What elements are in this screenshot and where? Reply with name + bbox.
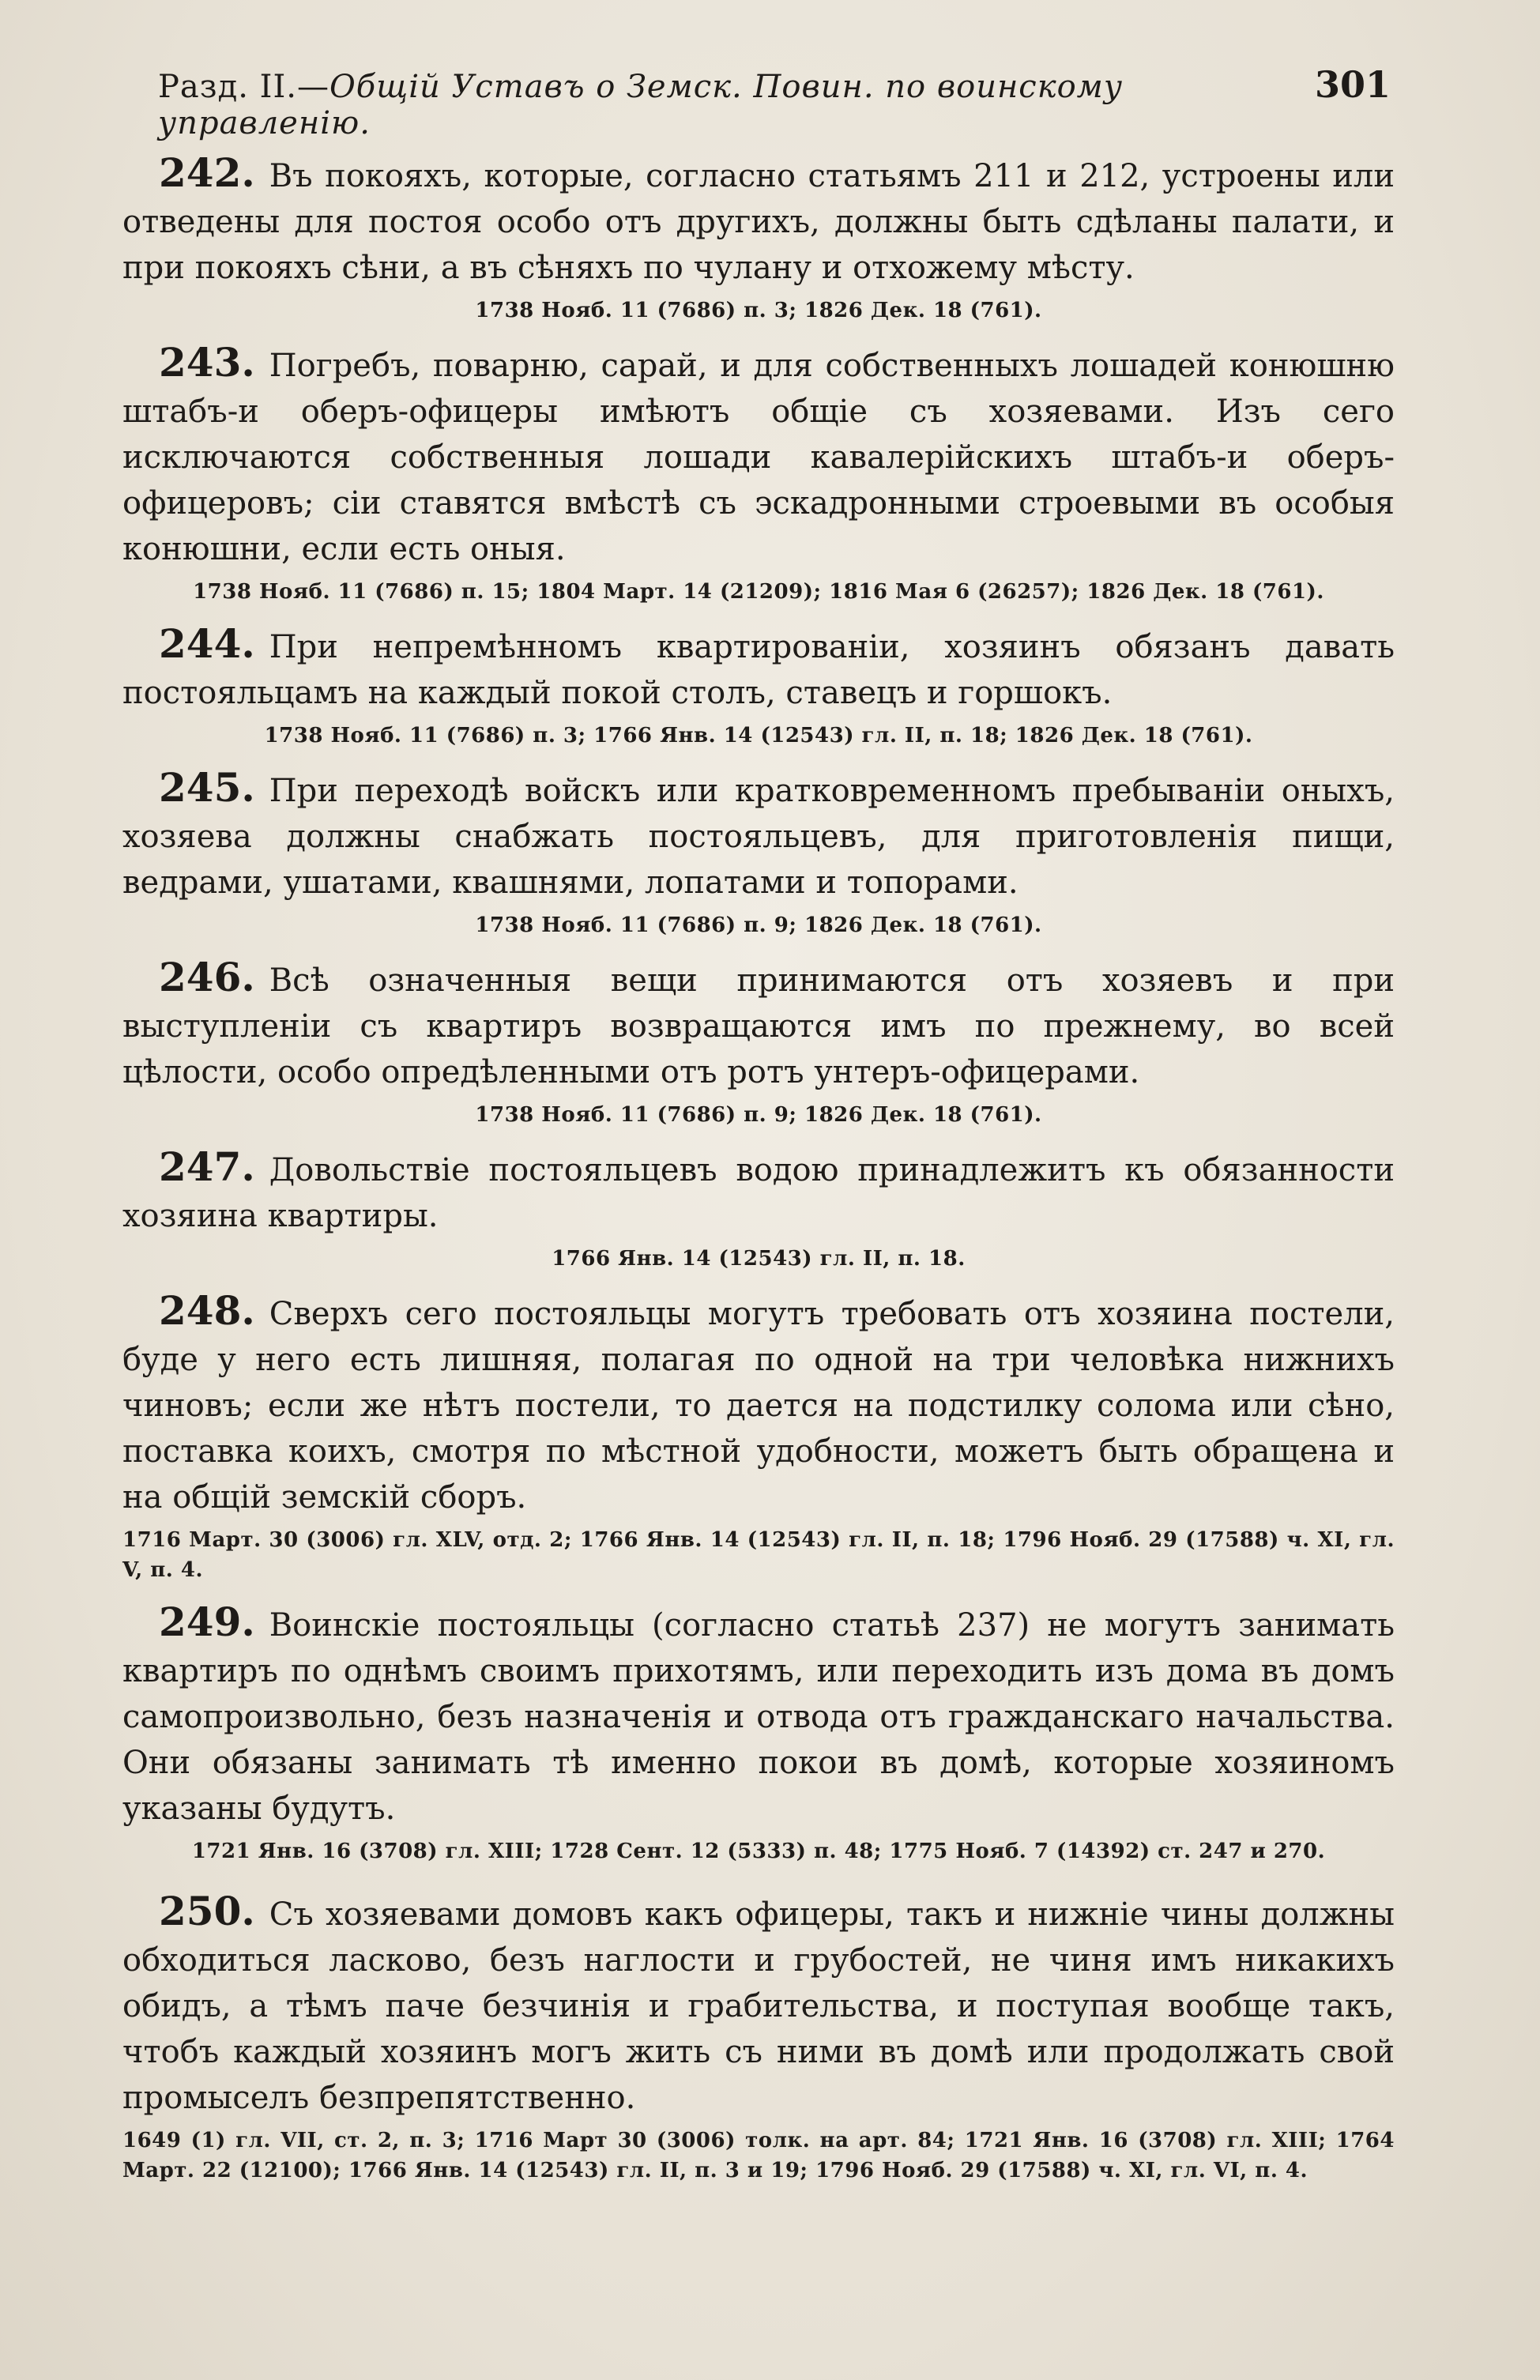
article-citation: 1738 Нояб. 11 (7686) п. 9; 1826 Дек. 18 (761).	[475, 913, 1042, 937]
article-text	[122, 955, 1395, 1095]
running-header	[158, 63, 1391, 141]
article-number: 245.	[159, 764, 255, 811]
article-citation: 1738 Нояб. 11 (7686) п. 15; 1804 Март. 14 (21209); 1816 Мая 6 (26257); 1826 Дек. 18 (761).	[193, 580, 1324, 604]
running-title	[158, 69, 1315, 141]
article-citation: 1649 (1) гл. VII, ст. 2, п. 3; 1716 Март 30 (3006) толк. на арт. 84; 1721 Янв. 16 (3708) гл. XIII; 1764 Март. 22 (12100); 1766 Янв. 14 (12543) гл. II, п. 3 и 19; 1796 Нояб. 29 (17588) ч. XI, гл. VI, п. 4.	[122, 2129, 1395, 2182]
article-body: При переходѣ войскъ или кратковременномъ пребываніи оныхъ, хозяева должны снабжать постояльцевъ, для приготовленія пищи, ведрами, ушатами, квашнями, лопатами и топорами.	[122, 773, 1395, 901]
article-body: Довольствіе постояльцевъ водою принадлежитъ къ обязанности хозяина квартиры.	[122, 1152, 1395, 1234]
article-body: При непремѣнномъ квартированіи, хозяинъ обязанъ давать постояльцамъ на каждый покой столъ, ставецъ и горшокъ.	[122, 629, 1395, 711]
article-246	[122, 955, 1395, 1130]
article-body: Съ хозяевами домовъ какъ офицеры, такъ и нижніе чины должны обходиться ласково, безъ наглости и грубостей, не чиня имъ никакихъ обидъ, а тѣмъ паче безчинія и грабительства, и поступая вообще такъ, чтобъ каждый хозяинъ могъ жить съ ними въ домѣ или продолжать свой промыселъ безпрепятственно.	[122, 1896, 1395, 2116]
article-text	[122, 1288, 1395, 1520]
article-number: 242.	[159, 149, 255, 196]
article-249	[122, 1599, 1395, 1866]
article-number: 248.	[159, 1287, 255, 1334]
article-citation: 1738 Нояб. 11 (7686) п. 3; 1766 Янв. 14 (12543) гл. II, п. 18; 1826 Дек. 18 (761).	[264, 724, 1253, 748]
page-number: 301	[1314, 63, 1391, 106]
article-text	[122, 621, 1395, 716]
article-text	[122, 1144, 1395, 1239]
article-citation: 1738 Нояб. 11 (7686) п. 9; 1826 Дек. 18 (761).	[475, 1103, 1042, 1127]
article-250	[122, 1889, 1395, 2186]
article-number: 246.	[159, 954, 255, 1000]
article-247	[122, 1144, 1395, 1274]
article-body: Всѣ означенныя вещи принимаются отъ хозяевъ и при выступленіи съ квартиръ возвращаются имъ по прежнему, во всей цѣлости, особо опредѣленными отъ ротъ унтеръ-офицерами.	[122, 962, 1395, 1090]
article-text	[122, 150, 1395, 291]
article-number: 247.	[159, 1143, 255, 1190]
article-citation: 1738 Нояб. 11 (7686) п. 3; 1826 Дек. 18 (761).	[475, 299, 1042, 322]
article-245	[122, 765, 1395, 940]
article-number: 244.	[159, 620, 255, 667]
article-citation: 1766 Янв. 14 (12543) гл. II, п. 18.	[552, 1247, 966, 1271]
article-citation: 1716 Март. 30 (3006) гл. XLV, отд. 2; 1766 Янв. 14 (12543) гл. II, п. 18; 1796 Нояб. 29 (17588) ч. XI, гл. V, п. 4.	[122, 1528, 1395, 1582]
article-citation: 1721 Янв. 16 (3708) гл. XIII; 1728 Сент. 12 (5333) п. 48; 1775 Нояб. 7 (14392) ст. 247 и 270.	[191, 1840, 1326, 1863]
article-number: 243.	[159, 339, 255, 386]
article-248	[122, 1288, 1395, 1585]
article-text	[122, 765, 1395, 906]
article-number: 250.	[159, 1888, 255, 1934]
article-244	[122, 621, 1395, 751]
article-body: Сверхъ сего постояльцы могутъ требовать отъ хозяина постели, буде у него есть лишняя, полагая по одной на три человѣка нижнихъ чиновъ; если же нѣтъ постели, то дается на подстилку солома или сѣно, поставка коихъ, смотря по мѣстной удобности, можетъ быть обращена и на общій земскій сборъ.	[122, 1296, 1395, 1516]
spacer	[122, 1881, 1395, 1889]
article-243	[122, 340, 1395, 607]
section-label: Разд. II.—	[158, 69, 329, 105]
article-text	[122, 340, 1395, 572]
article-body: Въ покояхъ, которые, согласно статьямъ 211 и 212, устроены или отведены для постоя особо отъ другихъ, должны быть сдѣланы палати, и при покояхъ сѣни, а въ сѣняхъ по чулану и отхожему мѣсту.	[122, 158, 1395, 286]
article-list	[122, 150, 1395, 2200]
article-242	[122, 150, 1395, 326]
article-text	[122, 1599, 1395, 1832]
article-number: 249.	[159, 1599, 255, 1645]
title-italic: Общій Уставъ о Земск. Повин. по воинскому управленію.	[158, 69, 1124, 141]
article-body: Воинскіе постояльцы (согласно статьѣ 237) не могутъ занимать квартиръ по однѣмъ своимъ прихотямъ, или переходить изъ дома въ домъ самопроизвольно, безъ назначенія и отвода отъ гражданскаго начальства. Они обязаны занимать тѣ именно покои въ домѣ, которые хозяиномъ указаны будутъ.	[122, 1607, 1395, 1827]
article-body: Погребъ, поварню, сарай, и для собственныхъ лошадей конюшню штабъ-и оберъ-офицеры имѣютъ общіе съ хозяевами. Изъ сего исключаются собственныя лошади кавалерійскихъ штабъ-и оберъ-офицеровъ; сіи ставятся вмѣстѣ съ эскадронными строевыми въ особыя конюшни, если есть оныя.	[122, 348, 1395, 567]
article-text	[122, 1889, 1395, 2121]
